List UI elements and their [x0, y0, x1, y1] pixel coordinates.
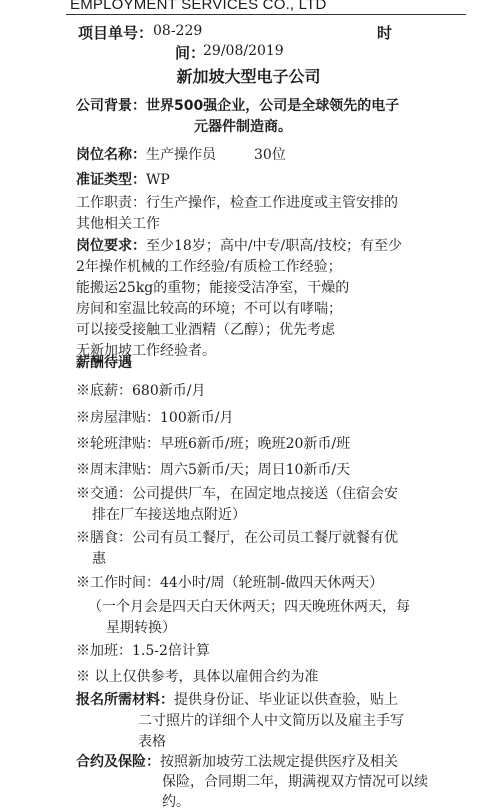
duties-block — [76, 193, 398, 235]
insurance-label: 合约及保险： — [76, 754, 160, 770]
date-value: 29/08/2019 — [203, 43, 284, 59]
meal-block — [76, 528, 398, 570]
permit-value: WP — [146, 172, 170, 188]
insurance-line3: 约。 — [162, 794, 190, 810]
overtime: ※加班：1.5-2倍计算 — [76, 643, 210, 659]
duties-line1: 行生产操作，检查工作进度或主管安排的 — [146, 195, 398, 211]
documents-block — [76, 690, 404, 753]
background-label: 公司背景： — [76, 98, 146, 114]
company-name: EMPLOYMENT SERVICES CO., LTD — [70, 0, 327, 13]
rotation-line2: 星期转换） — [106, 620, 176, 636]
transport-line1: ※交通：公司提供厂车，在固定地点接送（住宿会安 — [76, 486, 398, 502]
job-no-label: 项目单号： — [78, 24, 154, 42]
salary-heading: 薪酬待遇 — [76, 355, 132, 371]
documents-line2: 二寸照片的详细个人中文简历以及雇主手写 — [138, 713, 404, 729]
documents-line3: 表格 — [138, 734, 166, 750]
base-salary: ※底薪：680新币/月 — [76, 383, 206, 399]
rotation-block — [88, 597, 410, 639]
requirements-line: 可以接受接触工业酒精（乙醇）；优先考虑 — [76, 322, 335, 338]
housing-allowance: ※房屋津贴：100新币/月 — [76, 410, 234, 426]
time-label-char2: 间： — [175, 44, 206, 62]
insurance-line1: 按照新加坡劳工法规定提供医疗及相关 — [160, 754, 398, 770]
position-value: 生产操作员 — [146, 147, 216, 163]
requirements-line: 2年操作机械的工作经验/有质检工作经验； — [76, 259, 342, 275]
duties-label: 工作职责： — [76, 195, 146, 211]
working-hours: ※工作时间：44小时/周（轮班制-做四天休两天） — [76, 575, 384, 591]
reference-note: ※ 以上仅供参考，具体以雇佣合约为准 — [76, 669, 319, 685]
shift-allowance: ※轮班津贴：早班6新币/班；晚班20新币/班 — [76, 436, 351, 452]
background-line2: 元器件制造商。 — [194, 119, 292, 135]
requirements-line: 能搬运25kg的重物；能接受洁净室，干燥的 — [76, 280, 350, 296]
weekend-allowance: ※周末津贴：周六5新币/天；周日10新币/天 — [76, 462, 351, 478]
position-row — [76, 144, 286, 164]
job-no-value: 08-229 — [153, 23, 203, 39]
rotation-line1: （一个月会是四天白天休两天；四天晚班休两天，每 — [88, 599, 410, 615]
insurance-line2: 保险，合同期二年，期满视双方情况可以续 — [162, 774, 428, 790]
duties-line2: 其他相关工作 — [76, 216, 160, 232]
permit-label: 准证类型： — [76, 172, 146, 188]
transport-line2: 排在厂车接送地点附近） — [92, 507, 246, 523]
documents-line1: 提供身份证、毕业证以供查验，贴上 — [174, 692, 398, 708]
meal-line2: 惠 — [92, 551, 106, 567]
documents-label: 报名所需材料： — [76, 692, 174, 708]
page-title: 新加坡大型电子公司 — [176, 67, 321, 86]
company-background — [76, 96, 399, 138]
position-count: 30位 — [254, 147, 286, 163]
position-label: 岗位名称： — [76, 147, 146, 163]
requirements-label: 岗位要求： — [76, 238, 146, 254]
requirements-line: 至少18岁；高中/中专/职高/技校；有至少 — [146, 238, 402, 254]
meal-line1: ※膳食：公司有员工餐厅，在公司员工餐厅就餐有优 — [76, 530, 398, 546]
requirements-line: 房间和室温比较高的环境；不可以有哮喘； — [76, 301, 342, 317]
background-line1: 世界500强企业，公司是全球领先的电子 — [146, 98, 400, 114]
requirements-block — [76, 236, 402, 362]
insurance-block — [76, 752, 428, 812]
transport-block — [76, 484, 398, 526]
permit-row — [76, 169, 170, 189]
requirements-line: 无新加坡工作经验者。 — [76, 343, 216, 359]
time-label-char1: 时 — [377, 24, 393, 42]
header-rule — [66, 14, 466, 15]
